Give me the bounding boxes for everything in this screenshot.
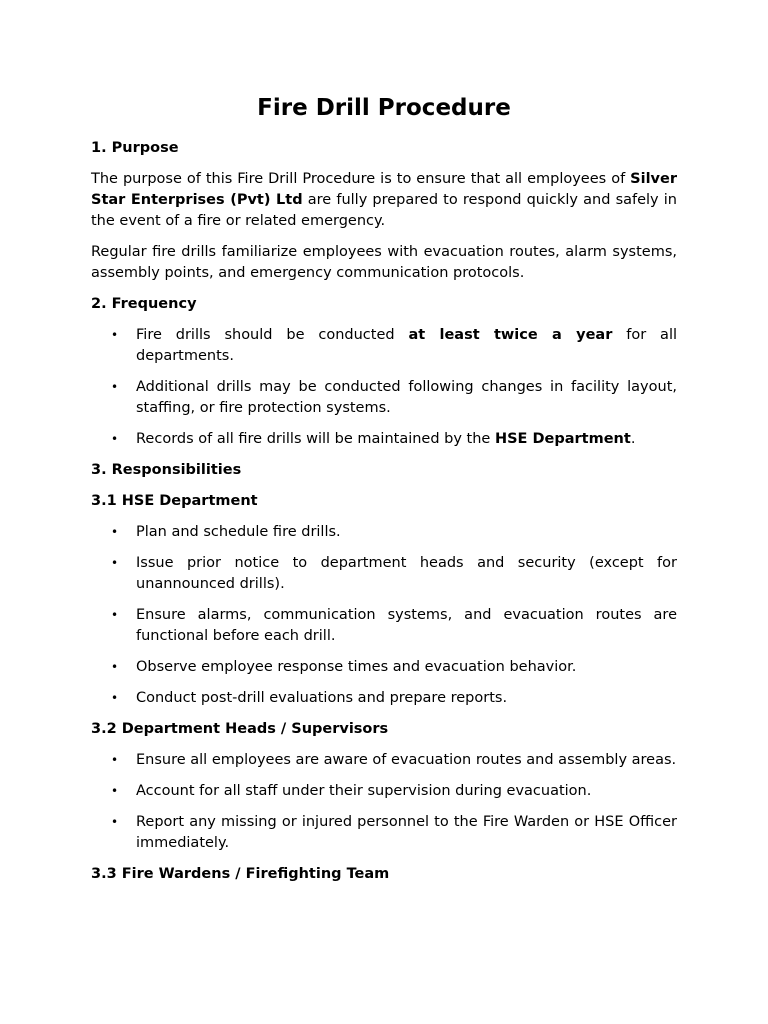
list-item-text: Report any missing or injured personnel to the Fire Warden or HSE Officer immediately. (136, 814, 677, 851)
bullet-icon: • (111, 328, 119, 342)
list-item (91, 429, 677, 450)
bullet-icon: • (111, 815, 119, 829)
list-item (91, 553, 677, 595)
frequency-list (91, 325, 677, 450)
bullet-icon: • (111, 753, 119, 767)
list-item-text-pre: Records of all fire drills will be maintained by the (136, 431, 495, 447)
purpose-paragraph-1 (91, 169, 677, 232)
list-item (91, 750, 677, 771)
list-item (91, 657, 677, 678)
list-item-text-post: for all departments. (136, 327, 678, 364)
list-item-emphasis: at least twice a year (408, 327, 613, 343)
subsection-heading-department-heads: 3.2 Department Heads / Supervisors (91, 721, 389, 737)
bullet-icon: • (111, 380, 119, 394)
list-item (91, 812, 677, 854)
list-item-text-post: . (630, 431, 636, 447)
list-item-text: Plan and schedule fire drills. (136, 524, 341, 540)
list-item (91, 522, 677, 543)
list-item (91, 605, 677, 647)
purpose-text-pre: The purpose of this Fire Drill Procedure is to ensure that all employees of (91, 171, 631, 187)
hse-list (91, 522, 677, 709)
document-title: Fire Drill Procedure (257, 95, 511, 121)
list-item-text: Observe employee response times and evacuation behavior. (136, 659, 577, 675)
list-item-text: Additional drills may be conducted following changes in facility layout, staffing, or fire protection systems. (136, 379, 677, 416)
list-item-text-pre: Fire drills should be conducted (136, 327, 409, 343)
list-item (91, 688, 677, 709)
department-heads-list (91, 750, 677, 854)
section-heading-frequency: 2. Frequency (91, 296, 197, 312)
bullet-icon: • (111, 525, 119, 539)
list-item-text: Ensure all employees are aware of evacuation routes and assembly areas. (136, 752, 677, 768)
subsection-heading-fire-wardens: 3.3 Fire Wardens / Firefighting Team (91, 866, 390, 882)
section-heading-responsibilities: 3. Responsibilities (91, 462, 242, 478)
list-item-text: Conduct post-drill evaluations and prepare reports. (136, 690, 508, 706)
list-item (91, 325, 677, 367)
list-item-text: Issue prior notice to department heads and security (except for unannounced drills). (136, 555, 677, 592)
list-item-text: Account for all staff under their supervision during evacuation. (136, 783, 592, 799)
bullet-icon: • (111, 608, 119, 622)
subsection-heading-hse: 3.1 HSE Department (91, 493, 258, 509)
purpose-paragraph-2: Regular fire drills familiarize employees with evacuation routes, alarm systems, assembly points, and emergency communication protocols. (91, 244, 677, 281)
bullet-icon: • (111, 691, 119, 705)
bullet-icon: • (111, 432, 119, 446)
list-item (91, 781, 677, 802)
purpose-text-post: are fully prepared to respond quickly and safely in the event of a fire or related emergency. (91, 192, 677, 229)
list-item-emphasis: HSE Department (494, 431, 631, 447)
section-heading-purpose: 1. Purpose (91, 140, 179, 156)
bullet-icon: • (111, 784, 119, 798)
bullet-icon: • (111, 556, 119, 570)
bullet-icon: • (111, 660, 119, 674)
list-item (91, 377, 677, 419)
company-name: Silver Star Enterprises (Pvt) Ltd (91, 171, 677, 208)
list-item-text: Ensure alarms, communication systems, and evacuation routes are functional before each drill. (136, 607, 677, 644)
